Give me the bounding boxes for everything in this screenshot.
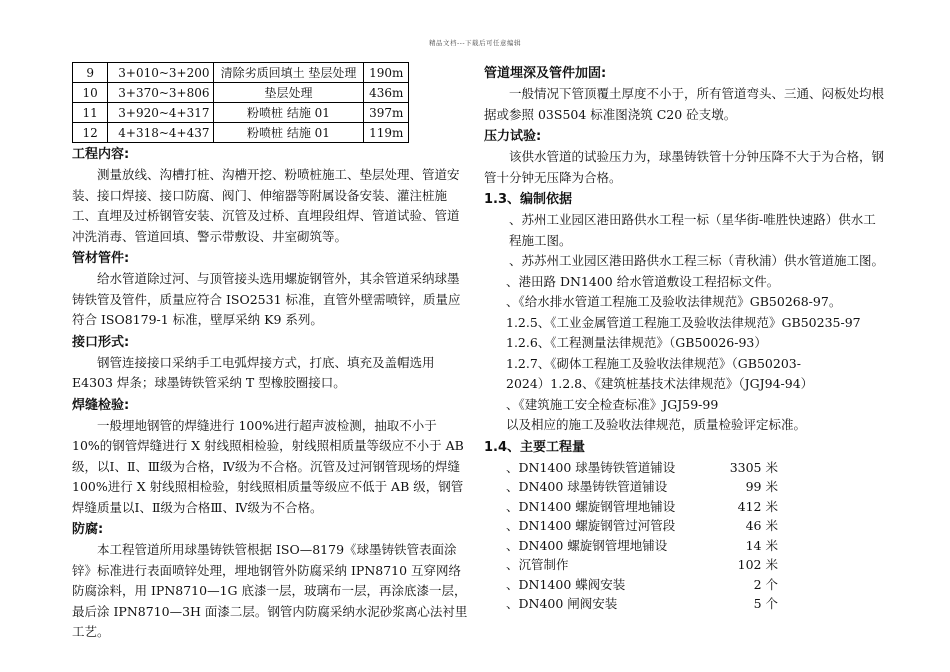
basis-item: 、苏州工业园区港田路供水工程一标（星华街-唯胜快速路）供水工程施工图。 (509, 212, 876, 248)
table-row (73, 83, 409, 103)
list-item (484, 477, 884, 497)
quantity-name: 、DN1400 球墨铸铁管道铺设 (506, 459, 676, 475)
pipe-body: 给水管道除过河、与顶管接头选用螺旋钢管外，其余管道采纳球墨铸铁管及管件，质量应符合 ISO2531 标准，直管外壁需喷锌，质量应符合 ISO8179-1 标准，壁厚采纳 K9 系列。 (72, 271, 461, 327)
work-heading: 工程内容: (72, 147, 130, 162)
pressure-body: 该供水管道的试验压力为，球墨铸铁管十分钟压降不大于为合格，钢管十分钟无压降为合格。 (484, 149, 885, 185)
quantity-name: 、DN1400 蝶阀安装 (506, 576, 626, 592)
basis-item: 、港田路 DN1400 给水管道敷设工程招标文件。 (506, 273, 780, 289)
segment-range: 3+010~3+200 (108, 63, 213, 83)
quantity-name: 、DN1400 螺旋钢管过河管段 (506, 518, 676, 533)
basis-item: 、《建筑施工安全检查标准》JGJ59-99 (506, 396, 719, 412)
anti-heading: 防腐: (72, 522, 104, 537)
segment-no: 11 (73, 103, 108, 123)
basis-item: 、《给水排水管道工程施工及验收法律规范》GB50268-97。 (506, 294, 842, 309)
list-item (484, 458, 884, 478)
segment-range: 4+318~4+437 (108, 123, 213, 143)
segment-length: 397m (364, 103, 409, 123)
quantity-value: 102 米 (737, 557, 778, 572)
table-row (73, 103, 409, 123)
left-column (72, 62, 468, 643)
segment-desc: 清除劣质回填土 垫层处理 (213, 63, 364, 83)
segment-no: 12 (73, 123, 108, 143)
weld-heading: 焊缝检验: (72, 397, 130, 413)
quantity-value: 5 个 (753, 596, 778, 611)
segment-no: 9 (73, 63, 108, 83)
quantity-name: 、DN1400 螺旋钢管埋地铺设 (506, 498, 676, 514)
pipe-heading: 管材管件: (72, 251, 130, 266)
table-row (73, 63, 409, 83)
segment-length: 436m (364, 83, 409, 103)
quantity-value: 46 米 (745, 518, 778, 533)
quantity-name: 、DN400 球墨铸铁管道铺设 (506, 479, 668, 494)
burial-heading: 管道埋深及管件加固: (484, 66, 607, 81)
pressure-heading: 压力试验: (484, 129, 542, 144)
segment-no: 10 (73, 83, 108, 103)
joint-body: 钢管连接接口采纳手工电弧焊接方式，打底、填充及盖帽选用 E4303 焊条；球墨铸铁管采纳 T 型橡胶圈接口。 (72, 354, 435, 390)
quantity-value: 99 米 (745, 479, 778, 494)
table-row (73, 123, 409, 143)
segment-range: 3+920~4+317 (108, 103, 213, 123)
anti-body: 本工程管道所用球墨铸铁管根据 ISO—8179《球墨铸铁管表面涂锌》标准进行表面喷锌处理，埋地钢管外防腐采纳 IPN8710 互穿网络防腐涂料，用 IPN8710—1G 底漆一层，玻璃布一层，再涂底漆一层，最后涂 IPN8710—3H 面漆二层。钢管内防腐采纳水泥砂浆离心法衬里工艺。 (72, 542, 468, 639)
right-column (484, 62, 884, 614)
header-note: 精品文档---下载后可任意编辑 (428, 39, 522, 47)
basis-item: 1.2.7、《砌体工程施工及验收法律规范》（GB50203- (506, 355, 801, 371)
segment-table (72, 62, 409, 143)
list-item (484, 536, 884, 556)
segment-length: 190m (364, 63, 409, 83)
basis-item: 、苏苏州工业园区港田路供水工程三标（青秋浦）供水管道施工图。 (509, 253, 885, 268)
quantity-value: 14 米 (745, 537, 778, 553)
segment-range: 3+370~3+806 (108, 83, 213, 103)
list-item (484, 575, 884, 595)
work-body: 测量放线、沟槽打桩、沟槽开挖、粉喷桩施工、垫层处理、管道安装、接口焊接、接口防腐、阀门、伸缩器等附属设备安装、灌注桩施工、直埋及过桥钢管安装、沉管及过桥、直埋段组焊、管道试验、管道冲洗消毒、管道回填、警示带敷设、井室砌筑等。 (72, 167, 460, 244)
quantities-heading: 1.4、主要工程量 (484, 439, 586, 455)
list-item (484, 516, 884, 536)
basis-heading: 1.3、编制依据 (484, 192, 573, 207)
segment-desc: 粉喷桩 结施 01 (213, 123, 364, 143)
list-item (484, 594, 884, 614)
quantity-name: 、DN400 螺旋钢管埋地铺设 (506, 537, 668, 553)
joint-heading: 接口形式: (72, 334, 130, 350)
weld-body: 一般埋地钢管的焊缝进行 100%进行超声波检测，抽取不小于 10%的钢管焊缝进行 X 射线照相检验，射线照相质量等级应不小于 AB 级，以Ⅰ、Ⅱ、Ⅲ级为合格，Ⅳ级为不合格。沉管及过河钢管现场的焊缝 100%进行 X 射线照相检验，射线照相质量等级应不低于 AB 级，钢管焊缝质量以Ⅰ、Ⅱ级为合格Ⅲ、Ⅳ级为不合格。 (72, 417, 464, 515)
basis-item: 2024）1.2.8、《建筑桩基技术法律规范》（JGJ94-94） (506, 376, 814, 391)
quantity-name: 、DN400 闸阀安装 (506, 596, 618, 611)
quantity-value: 412 米 (737, 498, 778, 514)
quantity-value: 2 个 (753, 576, 778, 592)
list-item (484, 555, 884, 575)
basis-item: 1.2.5、《工业金属管道工程施工及验收法律规范》GB50235-97 (506, 314, 861, 330)
list-item (484, 497, 884, 517)
burial-body: 一般情况下管顶覆土厚度不小于，所有管道弯头、三通、闷板处均根据或参照 03S504 标准图浇筑 C20 砼支墩。 (484, 86, 885, 122)
basis-item: 1.2.6、《工程测量法律规范》（GB50026-93） (506, 335, 767, 350)
quantity-value: 3305 米 (729, 459, 778, 475)
segment-desc: 粉喷桩 结施 01 (213, 103, 364, 123)
segment-length: 119m (364, 123, 409, 143)
basis-item: 以及相应的施工及验收法律规范，质量检验评定标准。 (506, 417, 807, 432)
quantity-name: 、沉管制作 (506, 557, 569, 572)
segment-desc: 垫层处理 (213, 83, 364, 103)
